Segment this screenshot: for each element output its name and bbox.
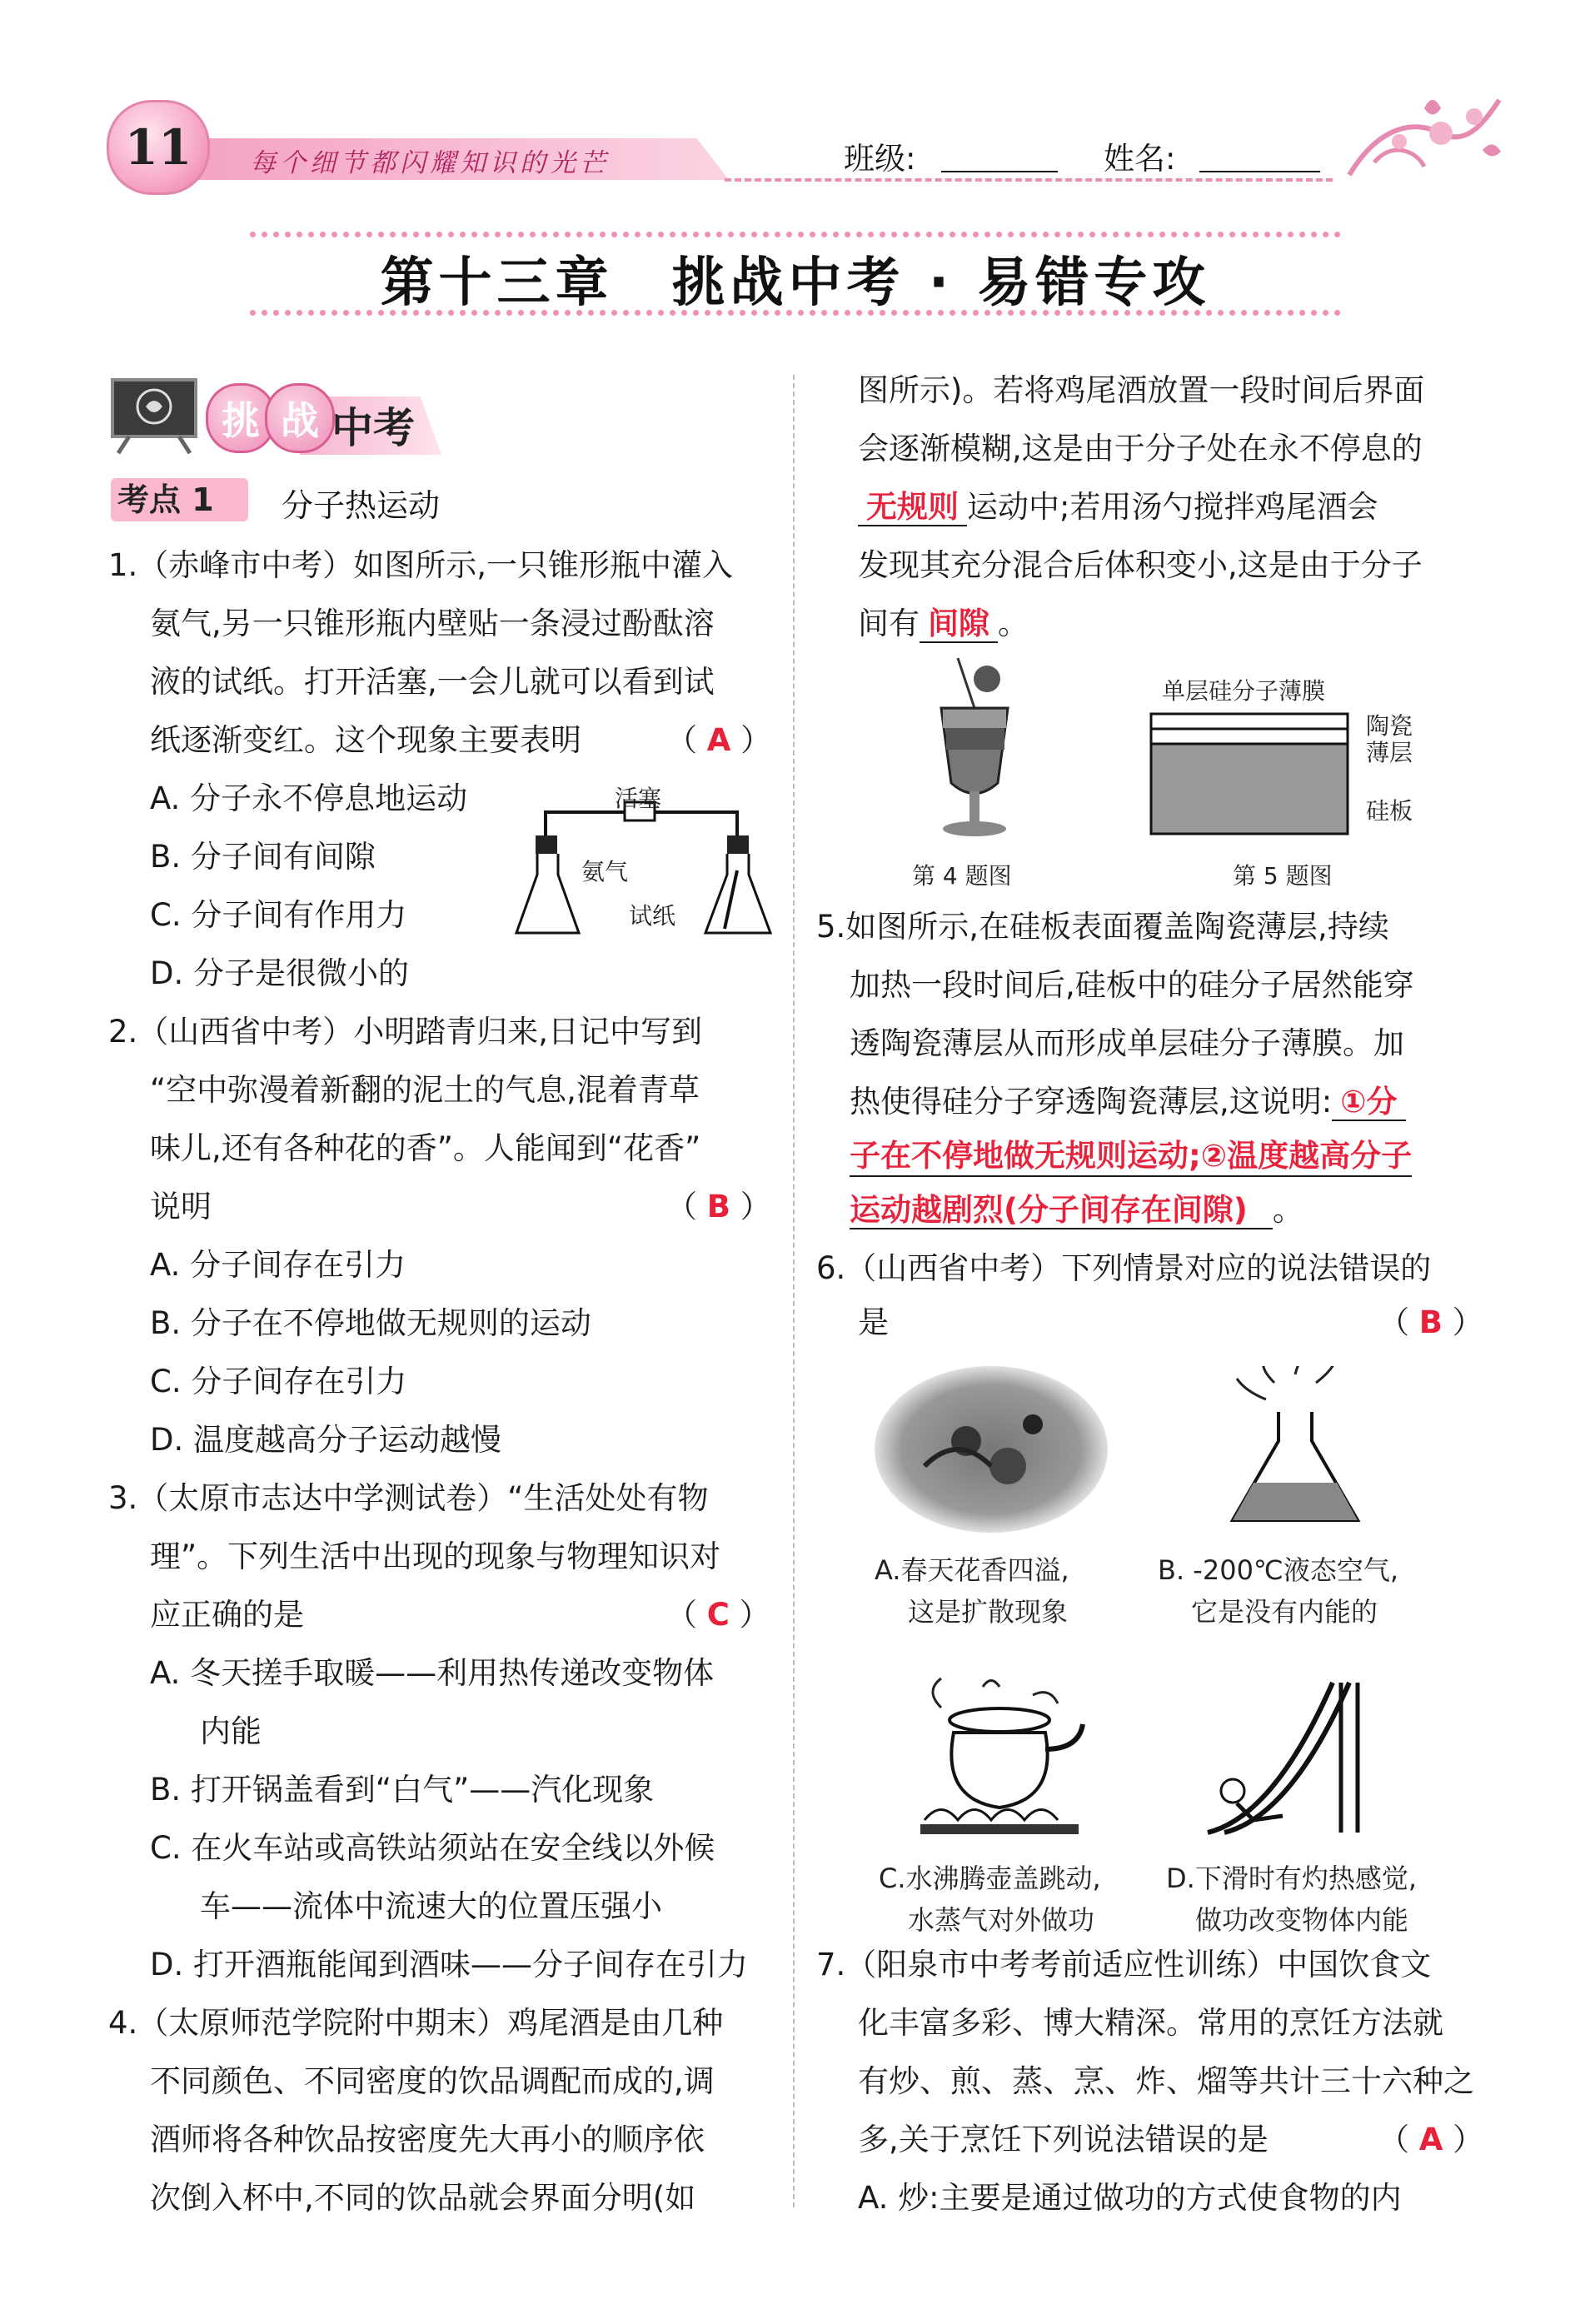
q6-caption-b-2: 它是没有内能的 [1191, 1596, 1378, 1628]
q2-line-3: 味儿,还有各种花的香”。人能闻到“花香” [150, 1130, 701, 1166]
page-number-badge: 11 [107, 100, 210, 195]
chapter-title: 第十三章 挑战中考 · 易错专攻 [380, 252, 1211, 314]
q6-caption-c-1: C.水沸腾壶盖跳动, [879, 1863, 1101, 1894]
q4-line-1: 4.（太原师范学院附中期末）鸡尾酒是由几种 [108, 2005, 724, 2041]
q1-option-a: A. 分子永不停息地运动 [150, 780, 468, 816]
kaodian-title: 分子热运动 [282, 487, 441, 524]
q4-after-blank-1: 运动中;若用汤勺搅拌鸡尾酒会 [967, 489, 1378, 525]
q3-answer: C [706, 1597, 730, 1633]
fig1-label-paper: 试纸 [629, 902, 676, 930]
q2-option-c: C. 分子间存在引力 [150, 1364, 407, 1399]
q4-blank-2: 间隙 [920, 606, 998, 643]
q7-answer-bracket: （ A ） [1378, 2122, 1484, 2157]
q3-option-c-cont: 车——流体中流速大的位置压强小 [200, 1888, 662, 1924]
q4-line-2: 不同颜色、不同密度的饮品调配而成的,调 [150, 2063, 715, 2099]
q4-right-line-3 [858, 488, 1378, 526]
q6-caption-d-1: D.下滑时有灼热感觉, [1166, 1863, 1417, 1894]
class-label: 班级: [844, 141, 916, 177]
q3-line-2: 理”。下列生活中出现的现象与物理知识对 [150, 1539, 721, 1574]
name-field[interactable] [1199, 171, 1320, 172]
fig4-caption: 第 4 题图 [912, 862, 1012, 890]
header-slogan: 每个细节都闪耀知识的光芒 [250, 148, 610, 178]
q6-line-2: 是 [858, 1304, 889, 1340]
q5-line-4 [850, 1083, 1406, 1121]
q5-answer-1: ①分 [1332, 1084, 1405, 1121]
q6-caption-b-1: B. -200℃液态空气, [1158, 1554, 1399, 1586]
slide-figure [1174, 1666, 1374, 1841]
q1-line-4: 纸逐渐变红。这个现象主要表明 [150, 722, 581, 758]
q3-option-c: C. 在火车站或高铁站须站在安全线以外候 [150, 1830, 715, 1866]
name-label: 姓名: [1104, 141, 1176, 177]
q5-end: 。 [1272, 1192, 1303, 1228]
q4-blank-1: 无规则 [858, 489, 967, 526]
q4-right-line-4: 发现其充分混合后体积变小,这是由于分子 [858, 547, 1423, 583]
q3-option-b: B. 打开锅盖看到“白气”——汽化现象 [150, 1772, 655, 1808]
q1-option-c: C. 分子间有作用力 [150, 897, 407, 933]
q6-answer-bracket: （ B ） [1378, 1304, 1483, 1340]
q4-right-line-1: 图所示)。若将鸡尾酒放置一段时间后界面 [858, 372, 1425, 408]
q2-option-d: D. 温度越高分子运动越慢 [150, 1422, 502, 1458]
q7-answer: A [1418, 2122, 1443, 2157]
q2-line-4: 说明 [150, 1189, 212, 1224]
q6-caption-c-2: 水蒸气对外做功 [908, 1904, 1095, 1936]
q2-answer: B [706, 1189, 730, 1224]
kaodian-label: 考点 1 [111, 478, 248, 521]
q2-option-a: A. 分子间存在引力 [150, 1247, 406, 1283]
fig5-label-ceramic-1: 陶瓷 [1366, 712, 1413, 740]
title-top-border [250, 232, 1341, 237]
fig1-label-valve: 活塞 [615, 785, 662, 812]
q2-option-b: B. 分子在不停地做无规则的运动 [150, 1305, 591, 1341]
q1-option-b: B. 分子间有间隙 [150, 839, 376, 875]
q7-line-2: 化丰富多彩、博大精深。常用的烹饪方法就 [858, 2005, 1443, 2041]
q7-line-1: 7.（阳泉市中考考前适应性训练）中国饮食文 [816, 1947, 1432, 1982]
q5-line-6 [850, 1191, 1303, 1229]
fig1-label-ammonia: 氨气 [581, 858, 629, 885]
floral-ornament-icon [1341, 83, 1508, 192]
class-field[interactable] [941, 171, 1058, 172]
q1-option-d: D. 分子是很微小的 [150, 955, 410, 991]
blackboard-icon [108, 377, 200, 456]
q7-option-a: A. 炒:主要是通过做功的方式使食物的内 [858, 2180, 1402, 2216]
q3-answer-bracket: （ C ） [666, 1597, 770, 1633]
banner-char-2: 战 [265, 383, 335, 453]
q6-caption-d-2: 做功改变物体内能 [1195, 1904, 1409, 1936]
q5-line-1: 5.如图所示,在硅板表面覆盖陶瓷薄层,持续 [816, 909, 1389, 945]
q5-answer-3: 运动越剧烈(分子间存在间隙) [850, 1192, 1248, 1228]
fig5-caption: 第 5 题图 [1233, 862, 1333, 890]
q4-end: 。 [998, 606, 1029, 641]
q7-line-4: 多,关于烹饪下列说法错误的是 [858, 2122, 1269, 2157]
q5-pre: 热使得硅分子穿透陶瓷薄层,这说明: [850, 1084, 1333, 1120]
q5-answer-2: 子在不停地做无规则运动;②温度越高分子 [850, 1137, 1412, 1177]
q4-right-line-5 [858, 605, 1029, 643]
q2-answer-bracket: （ B ） [666, 1189, 771, 1224]
column-divider [793, 375, 795, 2207]
header-dashed-line [725, 178, 1333, 182]
q1-answer: A [706, 722, 731, 758]
flower-scene-photo [875, 1366, 1108, 1533]
q6-line-1: 6.（山西省中考）下列情景对应的说法错误的 [816, 1250, 1432, 1286]
q3-line-3: 应正确的是 [150, 1597, 304, 1633]
silicon-layer-figure [1149, 712, 1349, 837]
q1-line-2: 氨气,另一只锥形瓶内壁贴一条浸过酚酞溶 [150, 606, 715, 641]
fig5-label-film: 单层硅分子薄膜 [1162, 677, 1326, 705]
q7-line-3: 有炒、煎、蒸、烹、炸、熘等共计三十六种之 [858, 2063, 1474, 2099]
q3-option-a: A. 冬天搓手取暖——利用热传递改变物体 [150, 1655, 715, 1691]
fig5-label-silicon: 硅板 [1366, 797, 1413, 825]
q6-caption-a-2: 这是扩散现象 [908, 1596, 1069, 1628]
fig5-label-ceramic-2: 薄层 [1366, 739, 1413, 766]
q5-line-3: 透陶瓷薄层从而形成单层硅分子薄膜。加 [850, 1025, 1404, 1061]
q3-option-a-cont: 内能 [200, 1713, 262, 1749]
q2-line-2: “空中弥漫着新翻的泥土的气息,混着青草 [150, 1072, 700, 1108]
q4-line-3: 酒师将各种饮品按密度先大再小的顺序依 [150, 2122, 705, 2157]
q1-line-1: 1.（赤峰市中考）如图所示,一只锥形瓶中灌入 [108, 547, 734, 583]
q5-answer-3-blank [1248, 1192, 1273, 1229]
title-bottom-border [250, 310, 1341, 316]
q6-answer: B [1418, 1304, 1443, 1340]
q4-pre-blank-2: 间有 [858, 606, 920, 641]
q4-right-line-2: 会逐渐模糊,这是由于分子处在永不停息的 [858, 431, 1423, 466]
banner-text: 中考 [331, 404, 415, 452]
banner-char-1: 挑 [206, 383, 276, 453]
liquid-air-flask-figure [1216, 1366, 1374, 1533]
cocktail-glass-figure [908, 658, 1041, 841]
q6-caption-a-1: A.春天花香四溢, [875, 1554, 1069, 1586]
boiling-kettle-figure [908, 1674, 1091, 1841]
q3-line-1: 3.（太原市志达中学测试卷）“生活处处有物 [108, 1480, 709, 1516]
q1-line-3: 液的试纸。打开活塞,一会儿就可以看到试 [150, 664, 715, 700]
q4-line-4: 次倒入杯中,不同的饮品就会界面分明(如 [150, 2180, 696, 2216]
q2-line-1: 2.（山西省中考）小明踏青归来,日记中写到 [108, 1014, 703, 1050]
q5-line-2: 加热一段时间后,硅板中的硅分子居然能穿 [850, 967, 1414, 1003]
q1-answer-bracket: （ A ） [666, 722, 772, 758]
q3-option-d: D. 打开酒瓶能闻到酒味——分子间存在引力 [150, 1947, 749, 1982]
